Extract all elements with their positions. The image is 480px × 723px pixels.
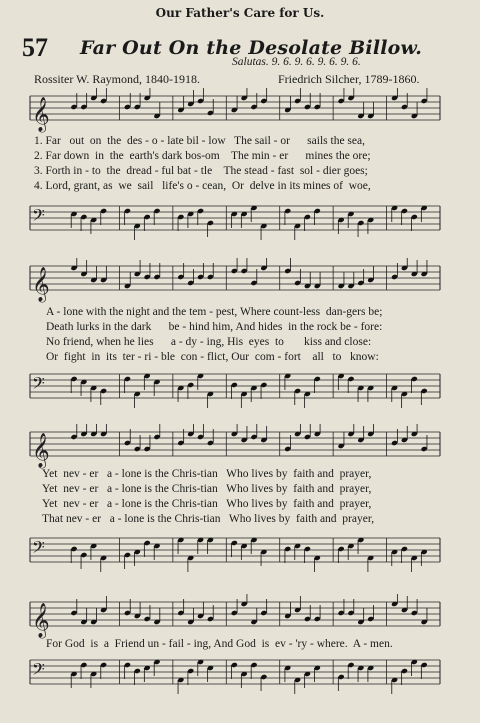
lyric-line: A - lone with the night and the tem - pest, Where count-less dan-gers be; xyxy=(46,306,383,318)
treble-clef-icon: 𝄞 xyxy=(32,603,50,638)
lyric-line: 2. Far down in the earth's dark bos-om The min - er mines the ore; xyxy=(34,150,371,162)
treble-clef-icon: 𝄞 xyxy=(32,433,50,468)
bass-staff-2 xyxy=(0,366,480,416)
lyric-line: 4. Lord, grant, as we sail life's o - cean, Or delve in its mines of woe, xyxy=(34,180,371,192)
treble-staff-2 xyxy=(0,258,480,308)
hymn-title: Far Out On the Desolate Billow. xyxy=(80,37,423,59)
hymn-number: 57 xyxy=(22,33,48,62)
bass-staff-1 xyxy=(0,198,480,248)
treble-staff-4 xyxy=(0,594,480,644)
lyric-line: Yet nev - er a - lone is the Chris-tian Who lives by faith and prayer, xyxy=(42,483,372,495)
lyric-line: Yet nev - er a - lone is the Chris-tian Who lives by faith and prayer, xyxy=(42,468,372,480)
tune-meter: Salutas. 9. 6. 9. 6. 9. 6. 9. 6. xyxy=(232,56,361,68)
bass-staff-3 xyxy=(0,530,480,580)
treble-staff-1 xyxy=(0,88,480,138)
bass-clef-icon: 𝄢 xyxy=(32,373,45,397)
lyric-line: Or fight in its ter - ri - ble con - flict, Our com - fort all to know: xyxy=(46,351,379,363)
bass-clef-icon: 𝄢 xyxy=(32,205,45,229)
lyric-line: No friend, when he lies a - dy - ing, His eyes to kiss and close: xyxy=(46,336,372,348)
lyric-line: For God is a Friend un - fail - ing, And God is ev - 'ry - where. A - men. xyxy=(46,638,393,650)
lyric-line: Yet nev - er a - lone is the Chris-tian Who lives by faith and prayer, xyxy=(42,498,372,510)
lyric-line: Death lurks in the dark be - hind him, And hides in the rock be - fore: xyxy=(46,321,383,333)
lyric-line: 3. Forth in - to the dread - ful bat - tle The stead - fast sol - dier goes; xyxy=(34,165,368,177)
bass-clef-icon: 𝄢 xyxy=(32,537,45,561)
bass-clef-icon: 𝄢 xyxy=(32,659,45,683)
lyric-line: That nev - er a - lone is the Chris-tian Who lives by faith and prayer, xyxy=(42,513,375,525)
composer-credit: Friedrich Silcher, 1789-1860. xyxy=(278,72,420,86)
lyric-line: 1. Far out on the des - o - late bil - low The sail - or sails the sea, xyxy=(34,135,365,147)
treble-clef-icon: 𝄞 xyxy=(32,97,50,132)
treble-staff-3 xyxy=(0,424,480,474)
treble-clef-icon: 𝄞 xyxy=(32,267,50,302)
bass-staff-4 xyxy=(0,652,480,702)
author-credit: Rossiter W. Raymond, 1840-1918. xyxy=(34,72,201,86)
section-title: Our Father's Care for Us. xyxy=(155,6,325,20)
